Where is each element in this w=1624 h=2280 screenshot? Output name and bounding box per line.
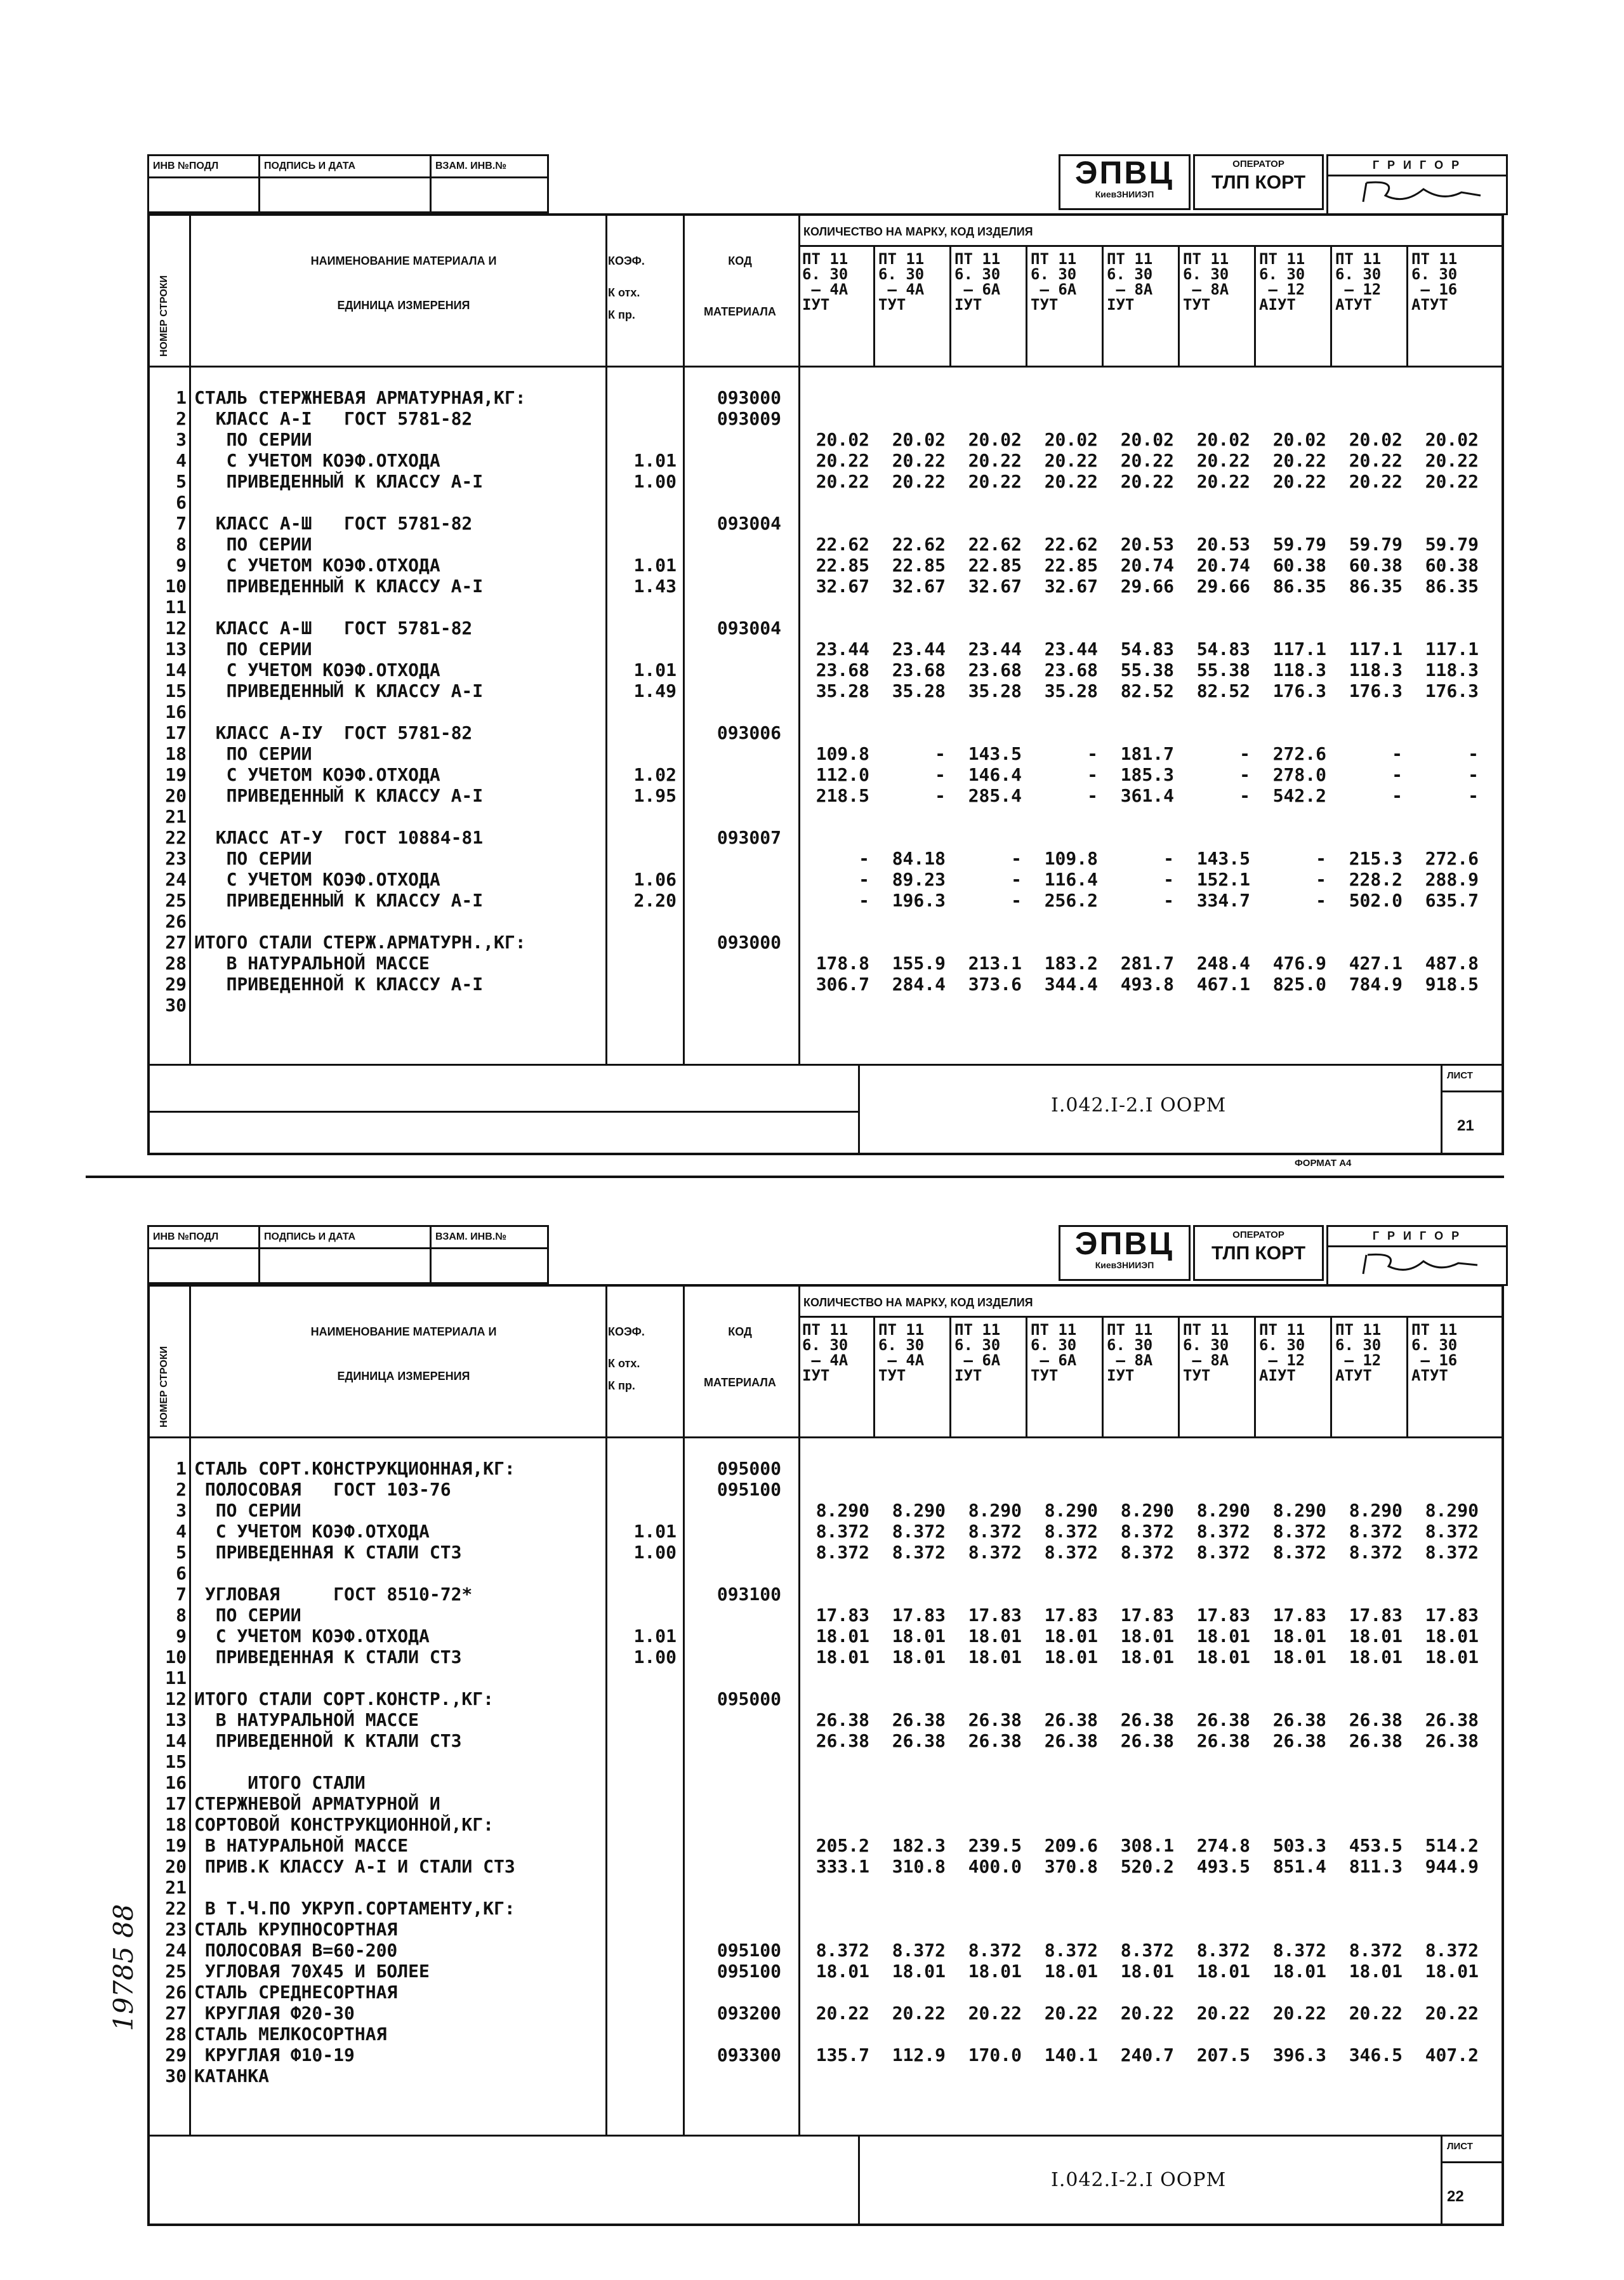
value-column: 20.02 20.22 20.22 59.79 60.38 86.35 117.1 118.3 176.3 - - - 215.3 228.2 502.0 427.1 784.9 xyxy=(1349,429,1403,995)
qty-label: КОЛИЧЕСТВО НА МАРКУ, КОД ИЗДЕЛИЯ xyxy=(803,1296,1033,1309)
col-header: ПТ 11 6. 30 — 16 АТУТ xyxy=(1411,1321,1458,1384)
coefficients: 1.01 1.00 1.01 1.00 xyxy=(633,1521,677,1667)
operator-block xyxy=(1193,1225,1324,1281)
sheet-number: 22 xyxy=(1447,2188,1464,2205)
col-header: ПТ 11 6. 30 — 4А IУТ xyxy=(802,250,848,314)
surname: Г Р И Г О Р xyxy=(1328,156,1506,176)
doc-code: I.042.I-2.I OOPM xyxy=(1051,2169,1227,2191)
sign-label: ПОДПИСЬ И ДАТА xyxy=(260,1226,431,1249)
col-header: ПТ 11 6. 30 — 12 АIУТ xyxy=(1259,250,1305,314)
coef-label-1: КОЭФ. xyxy=(608,255,645,267)
code-label-2: МАТЕРИАЛА xyxy=(704,1376,776,1389)
operator-value: ТЛП КОРТ xyxy=(1211,172,1306,193)
value-column: 20.02 20.22 20.22 22.62 22.85 32.67 23.44 23.68 35.28 143.5 146.4 285.4 - - - 213.1 373.6 xyxy=(968,429,1022,995)
col-header: ПТ 11 6. 30 — 12 АТУТ xyxy=(1335,250,1382,314)
inv-label: ИНВ №ПОДЛ xyxy=(149,1226,260,1249)
material-names: СТАЛЬ СОРТ.КОНСТРУКЦИОННАЯ,КГ: ПОЛОСОВАЯ ГОСТ 103-76 ПО СЕРИИ С УЧЕТОМ КОЭФ.ОТХОДА ПРИВЕДЕННАЯ К СТАЛИ СТ3 УГЛОВАЯ ГОСТ 8510-72* ПО СЕРИИ С УЧЕТОМ КОЭФ.ОТХОДА ПРИВЕДЕННАЯ К СТАЛИ СТ3 ИТОГО СТАЛИ СОРТ.КОНСТР.,КГ: В НАТУРАЛЬНОЙ МАССЕ ПРИВЕДЕННОЙ К КТАЛИ СТ3 ИТОГО СТАЛИ СТЕРЖНЕВОЙ АРМАТУРНОЙ И СОРТОВОЙ КОНСТРУКЦИОННОЙ,КГ: В НАТУРАЛЬНОЙ МАССЕ ПРИВ.К КЛАССУ А-I И СТАЛИ СТ3 В Т.Ч.ПО УКРУП.СОРТАМЕНТУ,КГ: СТАЛЬ КРУПНОСОРТНАЯ ПОЛОСОВАЯ В=60-200 УГЛОВАЯ 70Х45 И БОЛЕЕ СТАЛЬ СРЕДНЕСОРТНАЯ КРУГЛАЯ Ф20-30 СТАЛЬ МЕЛКОСОРТНАЯ КРУГЛАЯ Ф10-19 КАТАНКА xyxy=(194,1458,515,2086)
surname-block xyxy=(1326,154,1508,215)
material-label-1: НАИМЕНОВАНИЕ МАТЕРИАЛА И xyxy=(310,1325,497,1338)
code-label-1: КОД xyxy=(728,1325,752,1338)
replace-label: ВЗАМ. ИНВ.№ xyxy=(431,1226,548,1249)
row-numbers: 1 2 3 4 5 6 7 8 9 10 11 12 13 14 15 16 17 18 19 20 21 22 23 24 25 26 27 28 29 30 xyxy=(165,1458,187,2086)
sheet-label: ЛИСТ xyxy=(1447,2141,1473,2152)
signature-mark xyxy=(1328,176,1500,208)
replace-label: ВЗАМ. ИНВ.№ xyxy=(431,156,548,178)
col-header: ПТ 11 6. 30 — 8А IУТ xyxy=(1107,1321,1153,1384)
value-column: 20.02 20.22 20.22 22.62 22.85 32.67 23.44 23.68 35.28 - - - 109.8 116.4 256.2 183.2 344.4 xyxy=(1044,429,1098,995)
org-block xyxy=(1059,154,1191,210)
col-header: ПТ 11 6. 30 — 4А ТУТ xyxy=(878,250,925,314)
code-label-1: КОД xyxy=(728,255,752,267)
coef-label-2: К отх. xyxy=(608,286,640,299)
col-header: ПТ 11 6. 30 — 6А ТУТ xyxy=(1031,250,1077,314)
col-header: ПТ 11 6. 30 — 6А ТУТ xyxy=(1031,1321,1077,1384)
row-number-label: НОМЕР СТРОКИ xyxy=(159,275,169,357)
material-codes: 095000 095100 093100 095000 095100 095100 093200 093300 xyxy=(716,1458,781,2065)
material-label-1: НАИМЕНОВАНИЕ МАТЕРИАЛА И xyxy=(310,255,497,267)
value-column: 8.290 8.372 8.372 17.83 18.01 18.01 26.38 26.38 503.3 851.4 8.372 18.01 20.22 396.3 xyxy=(1272,1500,1326,2065)
col-header: ПТ 11 6. 30 — 8А IУТ xyxy=(1107,250,1153,314)
org-name: ЭПВЦ xyxy=(1074,155,1175,190)
coef-label-1: КОЭФ. xyxy=(608,1325,645,1338)
code-label-2: МАТЕРИАЛА xyxy=(704,305,776,318)
inv-label: ИНВ №ПОДЛ xyxy=(149,156,260,178)
material-label-2: ЕДИНИЦА ИЗМЕРЕНИЯ xyxy=(337,299,470,312)
operator-label: ОПЕРАТОР xyxy=(1232,159,1284,169)
org-block xyxy=(1059,1225,1191,1281)
sheet-label: ЛИСТ xyxy=(1447,1070,1473,1081)
coefficients: 1.01 1.00 1.01 1.43 1.01 1.49 1.02 1.95 1.06 2.20 xyxy=(633,450,677,911)
value-column: 8.290 8.372 8.372 17.83 18.01 18.01 26.38 26.38 209.6 370.8 8.372 18.01 20.22 140.1 xyxy=(1044,1500,1098,2065)
doc-code: I.042.I-2.I OOPM xyxy=(1051,1094,1227,1117)
value-column: 20.02 20.22 20.22 20.53 20.74 29.66 54.83 55.38 82.52 181.7 185.3 361.4 - - - 281.7 493.8 xyxy=(1120,429,1174,995)
col-header: ПТ 11 6. 30 — 16 АТУТ xyxy=(1411,250,1458,314)
surname-block xyxy=(1326,1225,1508,1286)
format-label: ФОРМАТ А4 xyxy=(1295,1158,1352,1169)
operator-value: ТЛП КОРТ xyxy=(1211,1243,1306,1264)
value-column: 8.290 8.372 8.372 17.83 18.01 18.01 26.38 26.38 453.5 811.3 8.372 18.01 20.22 346.5 xyxy=(1349,1500,1403,2065)
value-column: 8.290 8.372 8.372 17.83 18.01 18.01 26.38 26.38 308.1 520.2 8.372 18.01 20.22 240.7 xyxy=(1120,1500,1174,2065)
col-header: ПТ 11 6. 30 — 6А IУТ xyxy=(954,250,1001,314)
value-column: 8.290 8.372 8.372 17.83 18.01 18.01 26.38 26.38 239.5 400.0 8.372 18.01 20.22 170.0 xyxy=(968,1500,1022,2065)
org-sub: КиевЗНИИЭП xyxy=(1095,189,1154,199)
org-name: ЭПВЦ xyxy=(1074,1226,1175,1261)
coef-label-3: К пр. xyxy=(608,308,635,321)
material-names: СТАЛЬ СТЕРЖНЕВАЯ АРМАТУРНАЯ,КГ: КЛАСС А-I ГОСТ 5781-82 ПО СЕРИИ С УЧЕТОМ КОЭФ.ОТХОДА ПРИВЕДЕННЫЙ К КЛАССУ А-I КЛАСС А-Ш ГОСТ 5781-82 ПО СЕРИИ С УЧЕТОМ КОЭФ.ОТХОДА ПРИВЕДЕННЫЙ К КЛАССУ А-I КЛАСС А-Ш ГОСТ 5781-82 ПО СЕРИИ С УЧЕТОМ КОЭФ.ОТХОДА ПРИВЕДЕННЫЙ К КЛАССУ А-I КЛАСС А-IУ ГОСТ 5781-82 ПО СЕРИИ С УЧЕТОМ КОЭФ.ОТХОДА ПРИВЕДЕННЫЙ К КЛАССУ А-I КЛАСС АТ-У ГОСТ 10884-81 ПО СЕРИИ С УЧЕТОМ КОЭФ.ОТХОДА ПРИВЕДЕННЫЙ К КЛАССУ А-I ИТОГО СТАЛИ СТЕРЖ.АРМАТУРН.,КГ: В НАТУРАЛЬНОЙ МАССЕ ПРИВЕДЕННОЙ К КЛАССУ А-I xyxy=(194,387,526,995)
table-frame xyxy=(147,1284,1504,2226)
material-codes: 093000 093009 093004 093004 093006 093007 093000 xyxy=(716,387,781,953)
table-frame xyxy=(147,213,1504,1155)
operator-label: ОПЕРАТОР xyxy=(1232,1229,1284,1240)
signature-mark xyxy=(1328,1247,1500,1279)
value-column: 20.02 20.22 20.22 59.79 60.38 86.35 117.1 118.3 176.3 272.6 278.0 542.2 - - - 476.9 825.0 xyxy=(1272,429,1326,995)
surname: Г Р И Г О Р xyxy=(1328,1227,1506,1247)
sheet-number: 21 xyxy=(1457,1117,1474,1134)
value-column: 20.02 20.22 20.22 20.53 20.74 29.66 54.83 55.38 82.52 - - - 143.5 152.1 334.7 248.4 467.1 xyxy=(1196,429,1250,995)
col-header: ПТ 11 6. 30 — 4А IУТ xyxy=(802,1321,848,1384)
value-column: 20.02 20.22 20.22 22.62 22.85 32.67 23.44 23.68 35.28 - - - 84.18 89.23 196.3 155.9 284.4 xyxy=(892,429,946,995)
org-sub: КиевЗНИИЭП xyxy=(1095,1260,1154,1270)
material-label-2: ЕДИНИЦА ИЗМЕРЕНИЯ xyxy=(337,1370,470,1382)
value-column: 8.290 8.372 8.372 17.83 18.01 18.01 26.38 26.38 182.3 310.8 8.372 18.01 20.22 112.9 xyxy=(892,1500,946,2065)
value-column: 20.02 20.22 20.22 59.79 60.38 86.35 117.1 118.3 176.3 - - - 272.6 288.9 635.7 487.8 918.5 xyxy=(1425,429,1479,995)
col-header: ПТ 11 6. 30 — 8А ТУТ xyxy=(1183,250,1229,314)
col-header: ПТ 11 6. 30 — 12 АТУТ xyxy=(1335,1321,1382,1384)
value-column: 8.290 8.372 8.372 17.83 18.01 18.01 26.38 26.38 274.8 493.5 8.372 18.01 20.22 207.5 xyxy=(1196,1500,1250,2065)
coef-label-3: К пр. xyxy=(608,1379,635,1392)
value-column: 20.02 20.22 20.22 22.62 22.85 32.67 23.44 23.68 35.28 109.8 112.0 218.5 - - - 178.8 306.7 xyxy=(815,429,869,995)
sign-label: ПОДПИСЬ И ДАТА xyxy=(260,156,431,178)
col-header: ПТ 11 6. 30 — 8А ТУТ xyxy=(1183,1321,1229,1384)
margin-note: 19785 88 xyxy=(108,1904,139,2031)
qty-label: КОЛИЧЕСТВО НА МАРКУ, КОД ИЗДЕЛИЯ xyxy=(803,225,1033,238)
value-column: 8.290 8.372 8.372 17.83 18.01 18.01 26.38 26.38 514.2 944.9 8.372 18.01 20.22 407.2 xyxy=(1425,1500,1479,2065)
row-numbers: 1 2 3 4 5 6 7 8 9 10 11 12 13 14 15 16 17 18 19 20 21 22 23 24 25 26 27 28 29 30 xyxy=(165,387,187,1016)
value-column: 8.290 8.372 8.372 17.83 18.01 18.01 26.38 26.38 205.2 333.1 8.372 18.01 20.22 135.7 xyxy=(815,1500,869,2065)
coef-label-2: К отх. xyxy=(608,1357,640,1370)
operator-block xyxy=(1193,154,1324,210)
col-header: ПТ 11 6. 30 — 12 АIУТ xyxy=(1259,1321,1305,1384)
row-number-label: НОМЕР СТРОКИ xyxy=(159,1346,169,1428)
col-header: ПТ 11 6. 30 — 6А IУТ xyxy=(954,1321,1001,1384)
page-separator xyxy=(86,1176,1504,1178)
col-header: ПТ 11 6. 30 — 4А ТУТ xyxy=(878,1321,925,1384)
